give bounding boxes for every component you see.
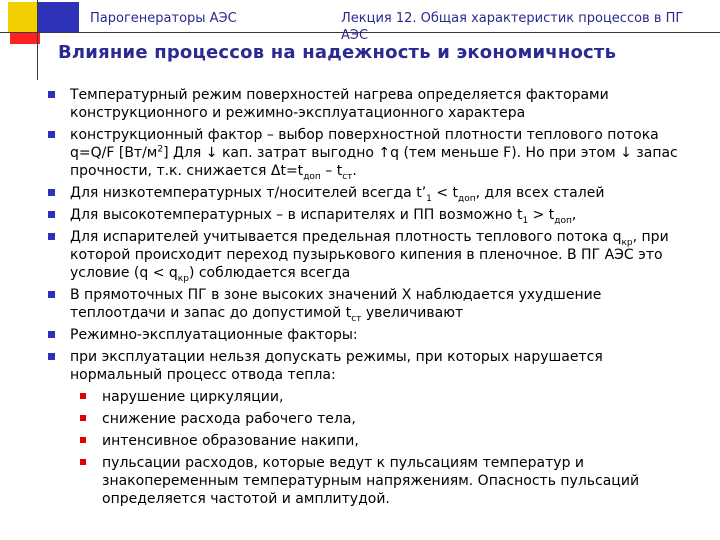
bullet-item [48, 206, 688, 224]
sub-bullet-item: интенсивное образование накипи, [80, 432, 688, 450]
bullet-text: при эксплуатации нельзя допускать режимы, при которых нарушается нормальный процесс отвода тепла: [70, 349, 603, 383]
bullet-text: . [352, 163, 357, 179]
corner-yellow-square [8, 2, 38, 32]
header-course-title: Парогенераторы АЭС [90, 11, 237, 26]
slide-title: Влияние процессов на надежность и экономичность [58, 42, 617, 63]
sub-bullet-item: снижение расхода рабочего тела, [80, 410, 688, 428]
sub-bullet-item: пульсации расходов, которые ведут к пульсациям температур и знакопеременным температурным напряжениям. Опасность пульсаций определяется частотой и амплитудой. [80, 454, 688, 508]
bullet-item [48, 286, 688, 322]
bullet-text: Для высокотемпературных – в испарителях и ПП возможно t [70, 207, 523, 223]
arrow-down-icon: ↓ [620, 145, 632, 161]
bullet-item [48, 86, 688, 122]
bullet-text: Для низкотемпературных т/носителей всегда t’ [70, 185, 427, 201]
subscript: 1 [522, 215, 529, 226]
subscript: 1 [426, 193, 432, 204]
subscript: доп [458, 193, 476, 204]
header-lecture-title: Лекция 12. Общая характеристик процессов в ПГ АЭС [341, 11, 684, 43]
bullet-text: запас прочности, т.к. снижается Δt=t [70, 145, 678, 179]
subscript: кр [621, 237, 633, 248]
bullet-item [48, 126, 688, 180]
bullet-item [48, 348, 688, 508]
subscript: доп [303, 171, 321, 182]
superscript: 2 [157, 144, 164, 155]
bullet-item [48, 184, 688, 202]
sub-bullet-item: нарушение циркуляции, [80, 388, 688, 406]
bullet-text: кап. затрат выгодно [217, 145, 379, 161]
bullet-list [48, 86, 688, 512]
corner-red-square [10, 32, 40, 44]
arrow-down-icon: ↓ [205, 145, 218, 161]
subscript: доп [554, 215, 572, 226]
corner-blue-square [37, 2, 79, 32]
subscript: кр [177, 273, 189, 284]
sub-bullet-list [80, 388, 688, 508]
bullet-text: Режимно-эксплуатационные факторы: [70, 327, 358, 343]
bullet-text: ) соблюдается всегда [188, 265, 351, 281]
bullet-text: увеличивают [361, 305, 464, 321]
bullet-text: В прямоточных ПГ в зоне высоких значений X наблюдается ухудшение теплоотдачи и запас до допустимой t [70, 287, 602, 321]
bullet-text: < t [431, 185, 458, 201]
bullet-item [48, 326, 688, 344]
vertical-divider-line [37, 0, 38, 80]
bullet-item [48, 228, 688, 282]
arrow-up-icon: ↑ [378, 145, 391, 161]
bullet-text: ] Для [163, 145, 206, 161]
subscript: ст [351, 313, 362, 324]
bullet-text: Для испарителей учитывается предельная плотность теплового потока q [70, 229, 622, 245]
bullet-text: , при которой происходит переход пузырькового кипения в пленочное. В ПГ АЭС это условие (q < q [70, 229, 669, 281]
subscript: ст [342, 171, 353, 182]
bullet-text: Температурный режим поверхностей нагрева определяется факторами конструкционного и режимно-эксплуатационного характера [70, 87, 609, 121]
bullet-text: конструкционный фактор – выбор поверхностной плотности теплового потока q=Q/F [Вт/м [70, 127, 659, 161]
bullet-text: > t [528, 207, 555, 223]
bullet-text: – t [320, 163, 343, 179]
bullet-text: , [571, 207, 577, 223]
bullet-text: q (тем меньше F). Но при этом [390, 145, 621, 161]
bullet-text: , для всех сталей [475, 185, 605, 201]
